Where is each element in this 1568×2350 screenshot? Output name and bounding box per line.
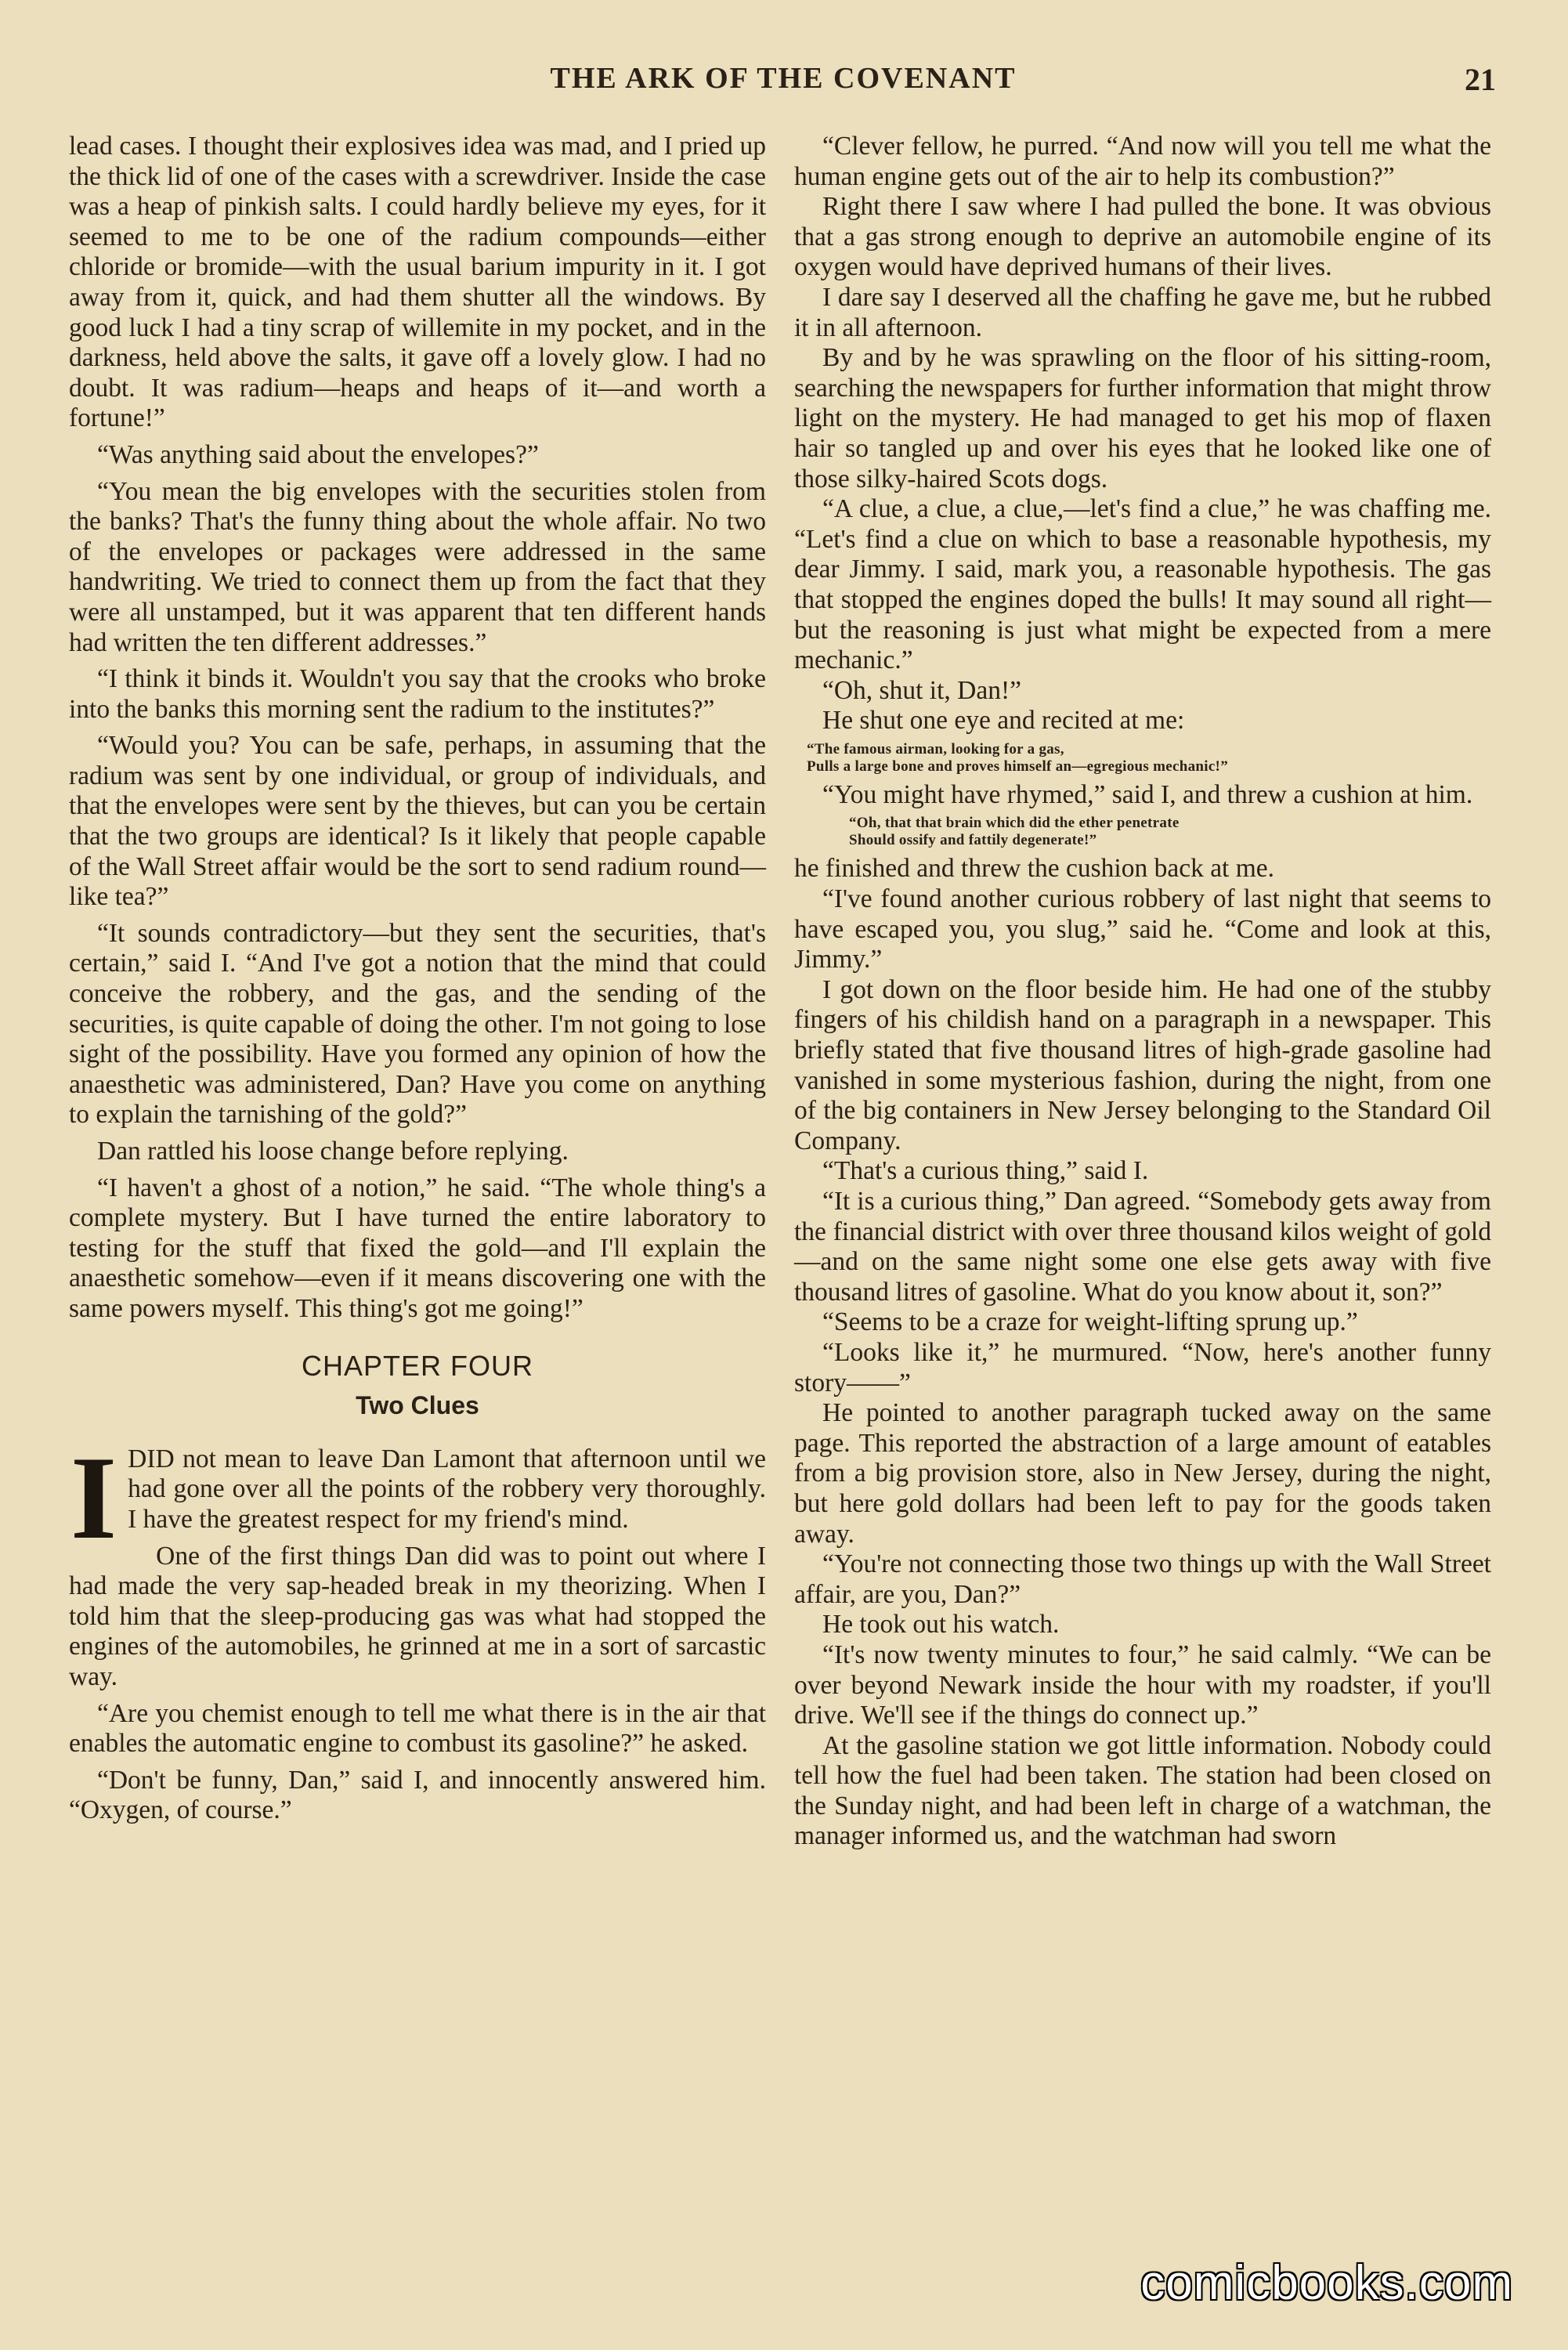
verse-quote <box>807 741 1491 776</box>
right-column <box>794 132 1491 1852</box>
paragraph: “You're not connecting those two things up with the Wall Street affair, are you, Dan?” <box>794 1549 1491 1609</box>
paragraph: “A clue, a clue, a clue,—let's find a clue,” he was chaffing me. “Let's find a clue on which to base a reasonable hypothesis, my dear Jimmy. I said, mark you, a reasonable hypothesis. The gas that stopped the engines doped the bulls! It may sound all right—but the reasoning is just what might be expected from a mere mechanic.” <box>794 494 1491 675</box>
paragraph: “Are you chemist enough to tell me what there is in the air that enables the automatic engine to combust its gasoline?” he asked. <box>69 1698 766 1759</box>
paragraph: Dan rattled his loose change before replying. <box>97 1137 569 1166</box>
paragraph: “Oh, shut it, Dan!” <box>822 675 1021 705</box>
paragraph: “Looks like it,” he murmured. “Now, here's another funny story——” <box>794 1337 1491 1397</box>
paragraph: “It's now twenty minutes to four,” he said calmly. “We can be over beyond Newark inside the hour with my roadster, if you'll drive. We'll see if the things do connect up.” <box>794 1640 1491 1730</box>
drop-cap: I <box>70 1431 117 1564</box>
verse-line: “Oh, that that brain which did the ether penetrate <box>849 815 1180 832</box>
paragraph: He shut one eye and recited at me: <box>822 706 1185 736</box>
verse-line: Pulls a large bone and proves himself an—egregious mechanic!” <box>807 757 1228 775</box>
opening-text: DID not mean to leave Dan Lamont that afternoon until we had gone over all the points of the robbery very thoroughly. I have the greatest respect for my friend's mind. <box>128 1444 766 1534</box>
paragraph: “That's a curious thing,” said I. <box>822 1156 1149 1186</box>
paragraph: “You mean the big envelopes with the securities stolen from the banks? That's the funny thing about the whole affair. No two of the envelopes or packages were addressed in the same handwriting. We tried to connect them up from the fact that they were all unstamped, but it was apparent that ten different hands had written the ten different addresses.” <box>69 476 766 657</box>
left-column <box>69 132 766 1826</box>
paragraph: lead cases. I thought their explosives idea was mad, and I pried up the thick lid of one of the cases with a screwdriver. Inside the case was a heap of pinkish salts. I could hardly believe my eyes, for it seemed to me to be one of the radium compounds—either chloride or bromide—with the usual barium impurity in it. I got away from it, quick, and had them shutter all the windows. By good luck I had a tiny scrap of willemite in my pocket, and in the darkness, held above the salts, it gave off a lovely glow. I had no doubt. It was radium—heaps and heaps of it—and worth a fortune!” <box>69 132 766 433</box>
watermark: comicbooks.com <box>1140 2256 1513 2310</box>
paragraph: He took out his watch. <box>822 1610 1060 1640</box>
running-title: THE ARK OF THE COVENANT <box>550 62 1017 95</box>
chapter-subtitle: Two Clues <box>356 1391 479 1420</box>
chapter-opening-paragraph <box>69 1431 766 1564</box>
paragraph: I got down on the floor beside him. He had one of the stubby fingers of his childish hand on a paragraph in a newspaper. This briefly stated that five thousand litres of high-grade gasoline had vanished in some mysterious fashion, during the night, from one of the big containers in New Jersey belonging to the Standard Oil Company. <box>794 974 1491 1155</box>
paragraph: By and by he was sprawling on the floor of his sitting-room, searching the newspapers for further information that might throw light on the mystery. He had managed to get his mop of flaxen hair so tangled up and over his eyes that he looked like one of those silky-haired Scots dogs. <box>794 343 1491 494</box>
paragraph: he finished and threw the cushion back at me. <box>794 854 1275 884</box>
page-number: 21 <box>1465 62 1496 97</box>
paragraph: “I think it binds it. Wouldn't you say that the crooks who broke into the banks this morning sent the radium to the institutes?” <box>69 664 766 724</box>
page-header <box>70 61 1496 110</box>
verse-quote <box>849 815 1491 849</box>
chapter-title: CHAPTER FOUR <box>301 1349 533 1382</box>
paragraph: “It is a curious thing,” Dan agreed. “Somebody gets away from the financial district with over three thousand kilos weight of gold—and on the same night some one else gets away with five thousand litres of gasoline. What do you know about it, son?” <box>794 1187 1491 1307</box>
paragraph: “It sounds contradictory—but they sent the securities, that's certain,” said I. “And I've got a notion that the mind that could conceive the robbery, and the gas, and the sending of the securities, is quite capable of doing the other. I'm not going to lose sight of the possibility. Have you formed any opinion of how the anaesthetic was administered, Dan? Have you come on anything to explain the tarnishing of the gold?” <box>69 918 766 1130</box>
paragraph: “Clever fellow, he purred. “And now will you tell me what the human engine gets out of the air to help its combustion?” <box>794 132 1491 191</box>
paragraph: I dare say I deserved all the chaffing he gave me, but he rubbed it in all afternoon. <box>794 282 1491 342</box>
verse-line: Should ossify and fattily degenerate!” <box>849 832 1097 849</box>
paragraph: “Was anything said about the envelopes?” <box>97 439 539 469</box>
paragraph: At the gasoline station we got little information. Nobody could tell how the fuel had been taken. The station had been closed on the Sunday night, and had been left in charge of a watchman, the manager informed us, and the watchman had sworn <box>794 1730 1491 1851</box>
paragraph: One of the first things Dan did was to point out where I had made the very sap-headed break in my theorizing. When I told him that the sleep-producing gas was what had stopped the engines of the automobiles, he grinned at me in a sort of sarcastic way. <box>69 1541 766 1691</box>
verse-line: “The famous airman, looking for a gas, <box>807 740 1064 757</box>
paragraph: “I haven't a ghost of a notion,” he said. “The whole thing's a complete mystery. But I have turned the entire laboratory to testing for the stuff that fixed the gold—and I'll explain the anaesthetic somehow—even if it means discovering one with the same powers myself. This thing's got me going!” <box>69 1173 766 1323</box>
paragraph: “Would you? You can be safe, perhaps, in assuming that the radium was sent by one individual, or group of individuals, and that the envelopes were sent by the thieves, but can you be certain that the two groups are identical? Is it likely that people capable of the Wall Street affair would be the sort to send radium round—like tea?” <box>69 731 766 912</box>
paragraph: “Seems to be a craze for weight-lifting sprung up.” <box>822 1307 1358 1337</box>
paragraph: Right there I saw where I had pulled the bone. It was obvious that a gas strong enough to deprive an automobile engine of its oxygen would have deprived humans of their lives. <box>794 192 1491 282</box>
paragraph: “I've found another curious robbery of last night that seems to have escaped you, you slug,” said he. “Come and look at this, Jimmy.” <box>794 884 1491 974</box>
paragraph: He pointed to another paragraph tucked away on the same page. This reported the abstraction of a large amount of eatables from a big provision store, also in New Jersey, during the night, but here gold dollars had been left to pay for the goods taken away. <box>794 1398 1491 1549</box>
paragraph: “Don't be funny, Dan,” said I, and innocently answered him. “Oxygen, of course.” <box>69 1765 766 1825</box>
paragraph: “You might have rhymed,” said I, and threw a cushion at him. <box>822 779 1473 809</box>
